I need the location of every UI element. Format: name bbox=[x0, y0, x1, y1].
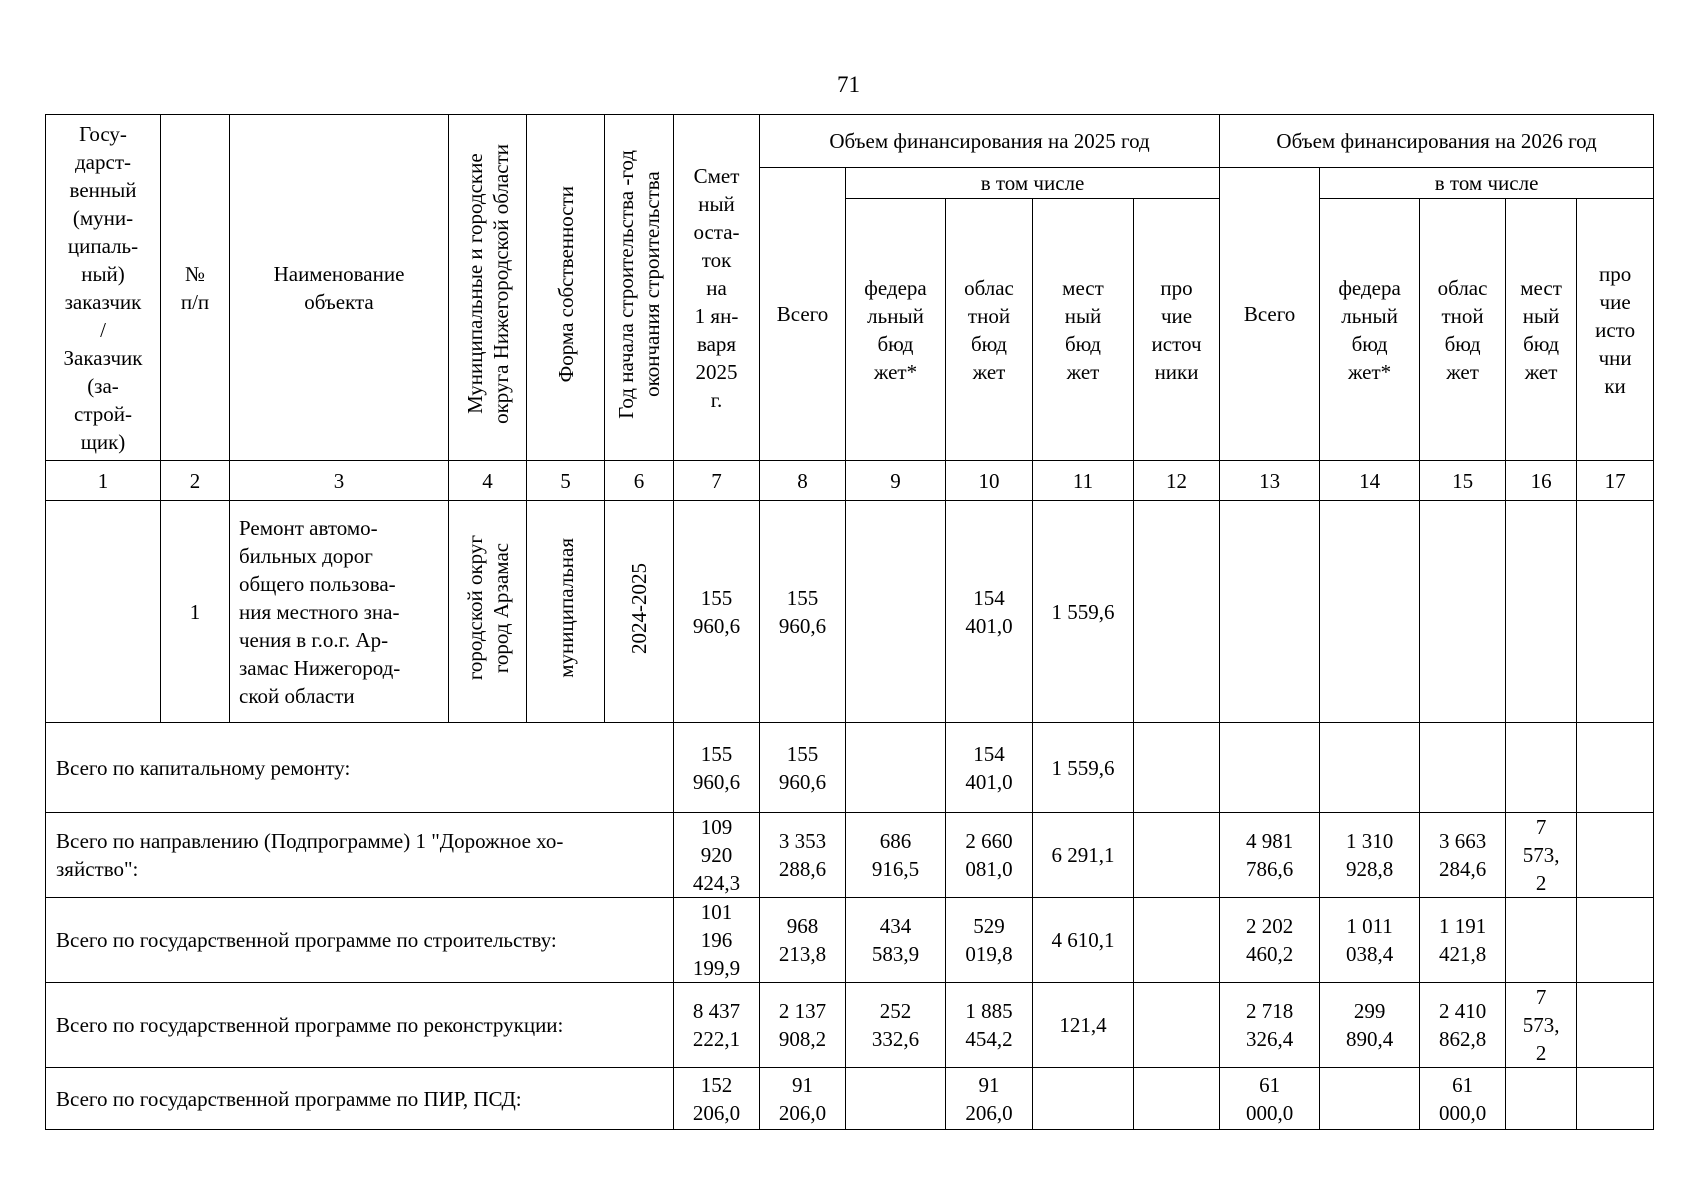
object-municipal: городской округ город Арзамас bbox=[462, 535, 513, 681]
header-total-2025: Всего bbox=[760, 168, 846, 461]
header-customer: Госу- дарст- венный (муни- ципаль- ный) заказчик / Заказчик (за- строй- щик) bbox=[46, 115, 161, 461]
header-years-cell bbox=[605, 115, 674, 461]
value-cell: 2 202 460,2 bbox=[1220, 898, 1320, 983]
header-ownership: Форма собственности bbox=[553, 185, 578, 383]
value-cell bbox=[846, 1068, 946, 1130]
object-ownership: муниципальная bbox=[553, 538, 578, 678]
value-cell: 154 401,0 bbox=[946, 723, 1033, 813]
value-cell: 152 206,0 bbox=[674, 1068, 760, 1130]
value-cell: 101 196 199,9 bbox=[674, 898, 760, 983]
value-cell: 155 960,6 bbox=[760, 501, 846, 723]
value-cell: 434 583,9 bbox=[846, 898, 946, 983]
column-number: 14 bbox=[1320, 461, 1420, 501]
value-cell bbox=[1577, 1068, 1654, 1130]
value-cell bbox=[846, 501, 946, 723]
header-years: Год начала строительства -год окончания строительства bbox=[614, 149, 664, 419]
header-regional-2026: облас тной бюд жет bbox=[1420, 199, 1506, 461]
value-cell bbox=[1134, 813, 1220, 898]
value-cell bbox=[1420, 501, 1506, 723]
value-cell bbox=[846, 723, 946, 813]
column-number-row bbox=[46, 461, 1654, 501]
column-number: 6 bbox=[605, 461, 674, 501]
value-cell: 1 191 421,8 bbox=[1420, 898, 1506, 983]
value-cell bbox=[1506, 723, 1577, 813]
value-cell: 154 401,0 bbox=[946, 501, 1033, 723]
value-cell bbox=[1506, 1068, 1577, 1130]
object-ownership-cell bbox=[527, 501, 605, 723]
column-number: 17 bbox=[1577, 461, 1654, 501]
header-other-2025: про чие источ ники bbox=[1134, 199, 1220, 461]
header-municipal: Муниципальные и городские округа Нижегородской области bbox=[462, 144, 513, 424]
value-cell bbox=[1320, 501, 1420, 723]
column-number: 11 bbox=[1033, 461, 1134, 501]
column-number: 10 bbox=[946, 461, 1033, 501]
summary-row-design bbox=[46, 1068, 1654, 1130]
value-cell bbox=[1220, 723, 1320, 813]
header-local-2025: мест ный бюд жет bbox=[1033, 199, 1134, 461]
value-cell: 91 206,0 bbox=[760, 1068, 846, 1130]
header-local-2026: мест ный бюд жет bbox=[1506, 199, 1577, 461]
column-number: 2 bbox=[161, 461, 230, 501]
value-cell: 3 663 284,6 bbox=[1420, 813, 1506, 898]
value-cell: 155 960,6 bbox=[674, 723, 760, 813]
value-cell bbox=[1577, 501, 1654, 723]
header-num: № п/п bbox=[161, 115, 230, 461]
column-number: 3 bbox=[230, 461, 449, 501]
header-federal-2026: федера льный бюд жет* bbox=[1320, 199, 1420, 461]
value-cell: 109 920 424,3 bbox=[674, 813, 760, 898]
value-cell bbox=[1577, 813, 1654, 898]
object-municipal-cell bbox=[449, 501, 527, 723]
header-other-2026: про чие исто чни ки bbox=[1577, 199, 1654, 461]
header-fin-2026: Объем финансирования на 2026 год bbox=[1220, 115, 1654, 168]
column-number: 4 bbox=[449, 461, 527, 501]
summary-label: Всего по направлению (Подпрограмме) 1 "Дорожное хо- зяйство": bbox=[46, 813, 674, 898]
value-cell bbox=[1033, 1068, 1134, 1130]
value-cell bbox=[1320, 1068, 1420, 1130]
value-cell: 686 916,5 bbox=[846, 813, 946, 898]
value-cell: 968 213,8 bbox=[760, 898, 846, 983]
object-num: 1 bbox=[161, 501, 230, 723]
value-cell bbox=[1134, 723, 1220, 813]
value-cell: 299 890,4 bbox=[1320, 983, 1420, 1068]
object-years-cell bbox=[605, 501, 674, 723]
summary-label: Всего по капитальному ремонту: bbox=[46, 723, 674, 813]
summary-row-construction bbox=[46, 898, 1654, 983]
column-number: 15 bbox=[1420, 461, 1506, 501]
value-cell bbox=[1506, 501, 1577, 723]
value-cell: 1 559,6 bbox=[1033, 723, 1134, 813]
column-number: 16 bbox=[1506, 461, 1577, 501]
financing-table bbox=[45, 114, 1654, 1130]
column-number: 8 bbox=[760, 461, 846, 501]
value-cell: 252 332,6 bbox=[846, 983, 946, 1068]
header-ownership-cell bbox=[527, 115, 605, 461]
header-regional-2025: облас тной бюд жет bbox=[946, 199, 1033, 461]
value-cell: 529 019,8 bbox=[946, 898, 1033, 983]
value-cell: 6 291,1 bbox=[1033, 813, 1134, 898]
value-cell: 2 410 862,8 bbox=[1420, 983, 1506, 1068]
value-cell: 1 310 928,8 bbox=[1320, 813, 1420, 898]
value-cell bbox=[1506, 898, 1577, 983]
value-cell: 155 960,6 bbox=[760, 723, 846, 813]
column-number: 13 bbox=[1220, 461, 1320, 501]
value-cell: 7 573, 2 bbox=[1506, 983, 1577, 1068]
value-cell: 4 610,1 bbox=[1033, 898, 1134, 983]
value-cell: 61 000,0 bbox=[1420, 1068, 1506, 1130]
value-cell: 4 981 786,6 bbox=[1220, 813, 1320, 898]
header-fin-2025: Объем финансирования на 2025 год bbox=[760, 115, 1220, 168]
value-cell bbox=[1134, 1068, 1220, 1130]
header-total-2026: Всего bbox=[1220, 168, 1320, 461]
value-cell: 121,4 bbox=[1033, 983, 1134, 1068]
value-cell: 61 000,0 bbox=[1220, 1068, 1320, 1130]
value-cell bbox=[1134, 501, 1220, 723]
value-cell: 8 437 222,1 bbox=[674, 983, 760, 1068]
column-number: 1 bbox=[46, 461, 161, 501]
page-number: 71 bbox=[837, 72, 860, 97]
summary-row-road-subprogram bbox=[46, 813, 1654, 898]
value-cell bbox=[1134, 898, 1220, 983]
value-cell bbox=[1420, 723, 1506, 813]
value-cell: 1 011 038,4 bbox=[1320, 898, 1420, 983]
value-cell: 155 960,6 bbox=[674, 501, 760, 723]
object-customer bbox=[46, 501, 161, 723]
value-cell: 1 885 454,2 bbox=[946, 983, 1033, 1068]
summary-label: Всего по государственной программе по ПИР, ПСД: bbox=[46, 1068, 674, 1130]
value-cell bbox=[1220, 501, 1320, 723]
value-cell bbox=[1577, 723, 1654, 813]
column-number: 7 bbox=[674, 461, 760, 501]
header-including-2026: в том числе bbox=[1320, 168, 1654, 199]
value-cell: 3 353 288,6 bbox=[760, 813, 846, 898]
column-number: 12 bbox=[1134, 461, 1220, 501]
value-cell bbox=[1577, 898, 1654, 983]
column-number: 9 bbox=[846, 461, 946, 501]
value-cell bbox=[1320, 723, 1420, 813]
summary-label: Всего по государственной программе по реконструкции: bbox=[46, 983, 674, 1068]
value-cell bbox=[1577, 983, 1654, 1068]
value-cell: 91 206,0 bbox=[946, 1068, 1033, 1130]
summary-row-reconstruction bbox=[46, 983, 1654, 1068]
value-cell: 2 718 326,4 bbox=[1220, 983, 1320, 1068]
summary-label: Всего по государственной программе по строительству: bbox=[46, 898, 674, 983]
summary-row-capital-repair bbox=[46, 723, 1654, 813]
value-cell: 7 573, 2 bbox=[1506, 813, 1577, 898]
object-years: 2024-2025 bbox=[627, 562, 651, 654]
header-name: Наименование объекта bbox=[230, 115, 449, 461]
column-number: 5 bbox=[527, 461, 605, 501]
header-including-2025: в том числе bbox=[846, 168, 1220, 199]
header-federal-2025: федера льный бюд жет* bbox=[846, 199, 946, 461]
value-cell: 2 137 908,2 bbox=[760, 983, 846, 1068]
header-balance: Смет ный оста- ток на 1 ян- варя 2025 г. bbox=[674, 115, 760, 461]
header-municipal-cell bbox=[449, 115, 527, 461]
value-cell: 1 559,6 bbox=[1033, 501, 1134, 723]
value-cell: 2 660 081,0 bbox=[946, 813, 1033, 898]
object-row bbox=[46, 501, 1654, 723]
value-cell bbox=[1134, 983, 1220, 1068]
object-name: Ремонт автомо- бильных дорог общего пользова- ния местного зна- чения в г.о.г. Ар- замас Нижегород- ской области bbox=[230, 501, 449, 723]
